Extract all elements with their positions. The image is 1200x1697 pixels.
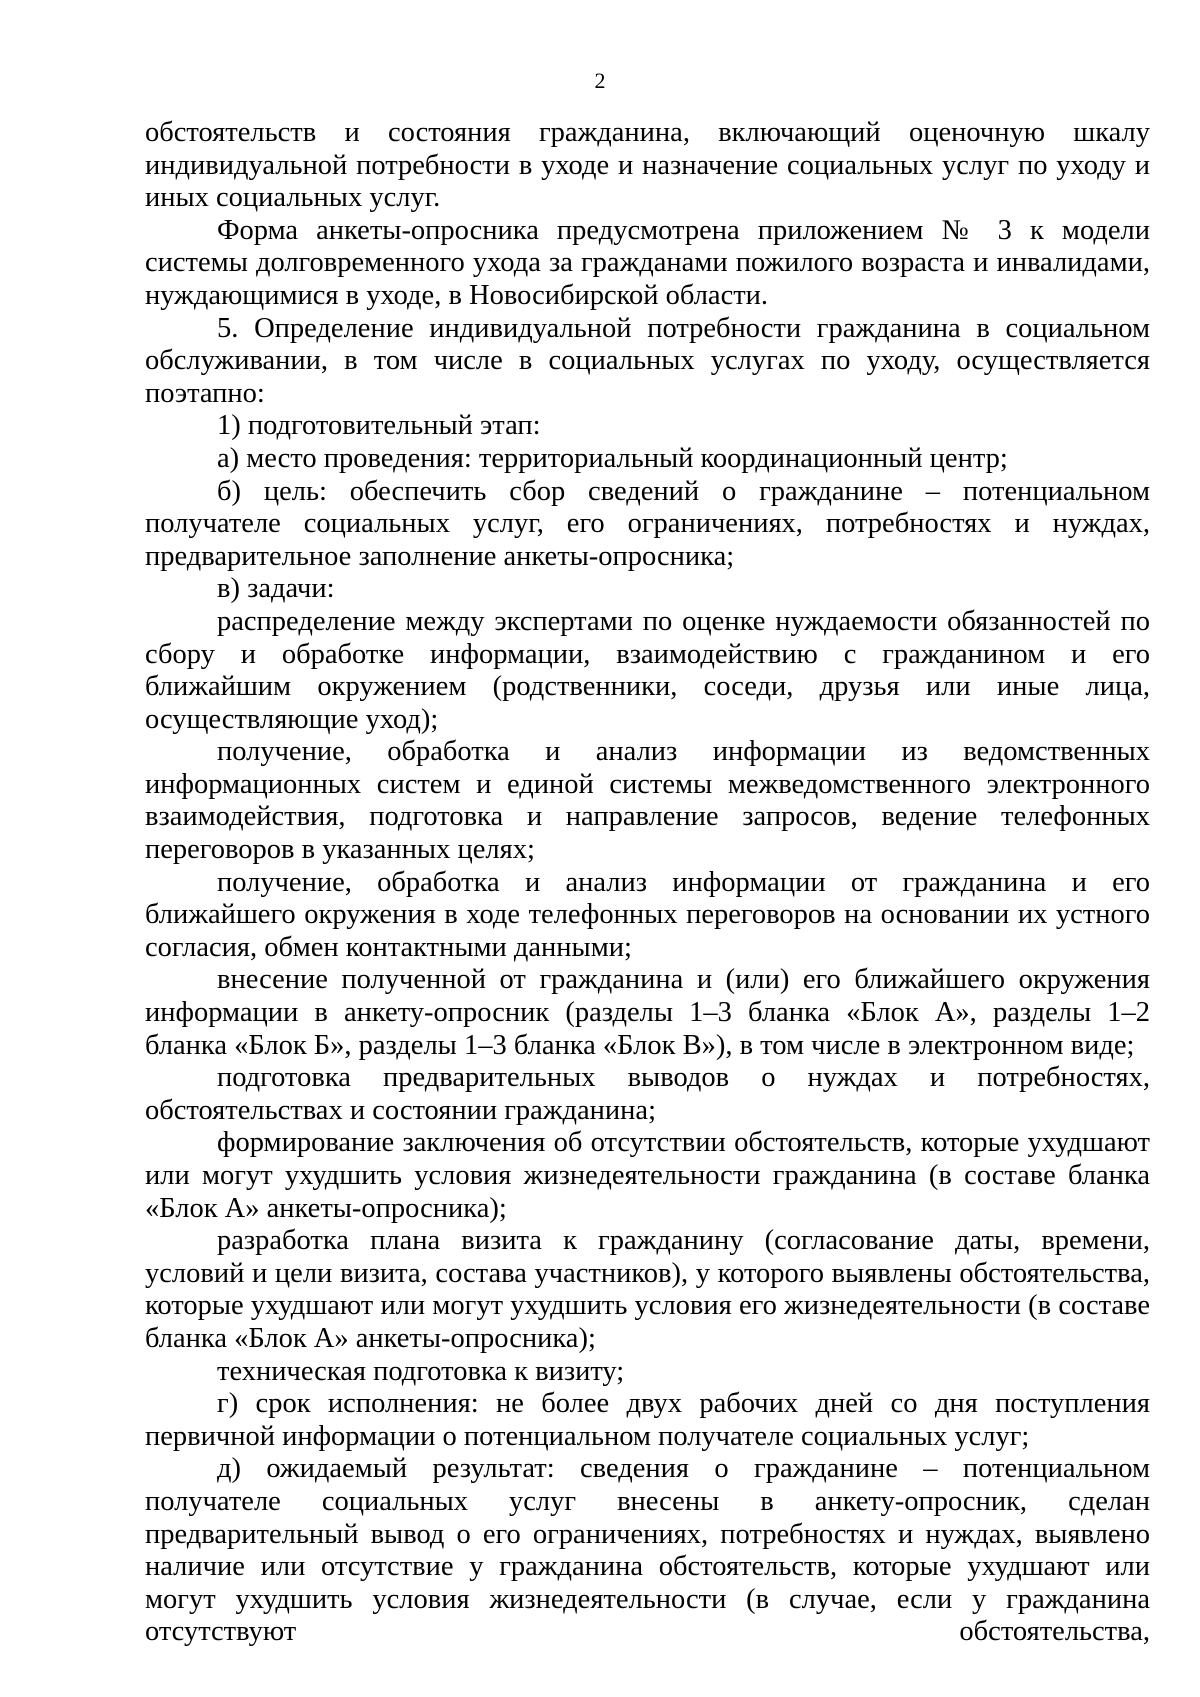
- paragraph-task-visit-plan: разработка плана визита к гражданину (согласование даты, времени, условий и цели визита, состава участников), у которого выявлены обстоятельства, которые ухудшают или могут ухудшить условия его жизнедеятельности (в составе бланка «Блок А» анкеты-опросника);: [145, 1225, 1150, 1354]
- paragraph-task-phone-info: получение, обработка и анализ информации от гражданина и его ближайшего окружения в ходе телефонных переговоров на основании их устного согласия, обмен контактными данными;: [145, 866, 1150, 963]
- paragraph-task-technical-prep: техническая подготовка к визиту;: [217, 1355, 625, 1387]
- paragraph-continuation: обстоятельств и состояния гражданина, включающий оценочную шкалу индивидуальной потребности в уходе и назначение социальных услуг по уходу и иных социальных услуг.: [145, 117, 1150, 214]
- paragraph-task-conclusion: формирование заключения об отсутствии обстоятельств, которые ухудшают или могут ухудшить условия жизнедеятельности гражданина (в составе бланка «Блок А» анкеты-опросника);: [145, 1127, 1150, 1224]
- paragraph-task-distribution: распределение между экспертами по оценке нуждаемости обязанностей по сбору и обработке информации, взаимодействию с гражданином и его ближайшим окружением (родственники, соседи, друзья или иные лица, осуществляющие уход);: [145, 605, 1150, 735]
- paragraph-task-preliminary-conclusions: подготовка предварительных выводов о нуждах и потребностях, обстоятельствах и состоянии гражданина;: [145, 1062, 1150, 1126]
- paragraph-item-5: 5. Определение индивидуальной потребности гражданина в социальном обслуживании, в том числе в социальных услугах по уходу, осуществляется поэтапно:: [145, 312, 1150, 409]
- paragraph-subitem-v: в) задачи:: [217, 573, 335, 605]
- paragraph-questionnaire-form: Форма анкеты-опросника предусмотрена приложением № 3 к модели системы долговременного ухода за гражданами пожилого возраста и инвалидами, нуждающимися в уходе, в Новосибирской области.: [145, 214, 1150, 311]
- paragraph-subitem-a: а) место проведения: территориальный координационный центр;: [217, 442, 1008, 474]
- paragraph-subitem-b: б) цель: обеспечить сбор сведений о гражданине – потенциальном получателе социальных услуг, его ограничениях, потребностях и нуждах, предварительное заполнение анкеты-опросника;: [145, 475, 1150, 572]
- paragraph-subitem-d: д) ожидаемый результат: сведения о гражданине – потенциальном получателе социальных услуг внесены в анкету-опросник, сделан предварительный вывод о его ограничениях, потребностях и нуждах, выявлено наличие или отсутствие у гражданина обстоятельств, которые ухудшают или могут ухудшить условия жизнедеятельности (в случае, если у гражданина отсутствуют обстоятельства,: [145, 1453, 1150, 1648]
- paragraph-task-info-systems: получение, обработка и анализ информации из ведомственных информационных систем и единой системы межведомственного электронного взаимодействия, подготовка и направление запросов, ведение телефонных переговоров в указанных целях;: [145, 736, 1150, 866]
- page-number: 2: [594, 68, 606, 93]
- paragraph-stage-1: 1) подготовительный этап:: [217, 410, 541, 442]
- paragraph-subitem-g: г) срок исполнения: не более двух рабочих дней со дня поступления первичной информации о потенциальном получателе социальных услуг;: [145, 1388, 1150, 1452]
- paragraph-task-data-entry: внесение полученной от гражданина и (или) его ближайшего окружения информации в анкету-опросник (разделы 1–3 бланка «Блок А», разделы 1–2 бланка «Блок Б», разделы 1–3 бланка «Блок В»), в том числе в электронном виде;: [145, 964, 1150, 1061]
- document-body: [145, 117, 1150, 1649]
